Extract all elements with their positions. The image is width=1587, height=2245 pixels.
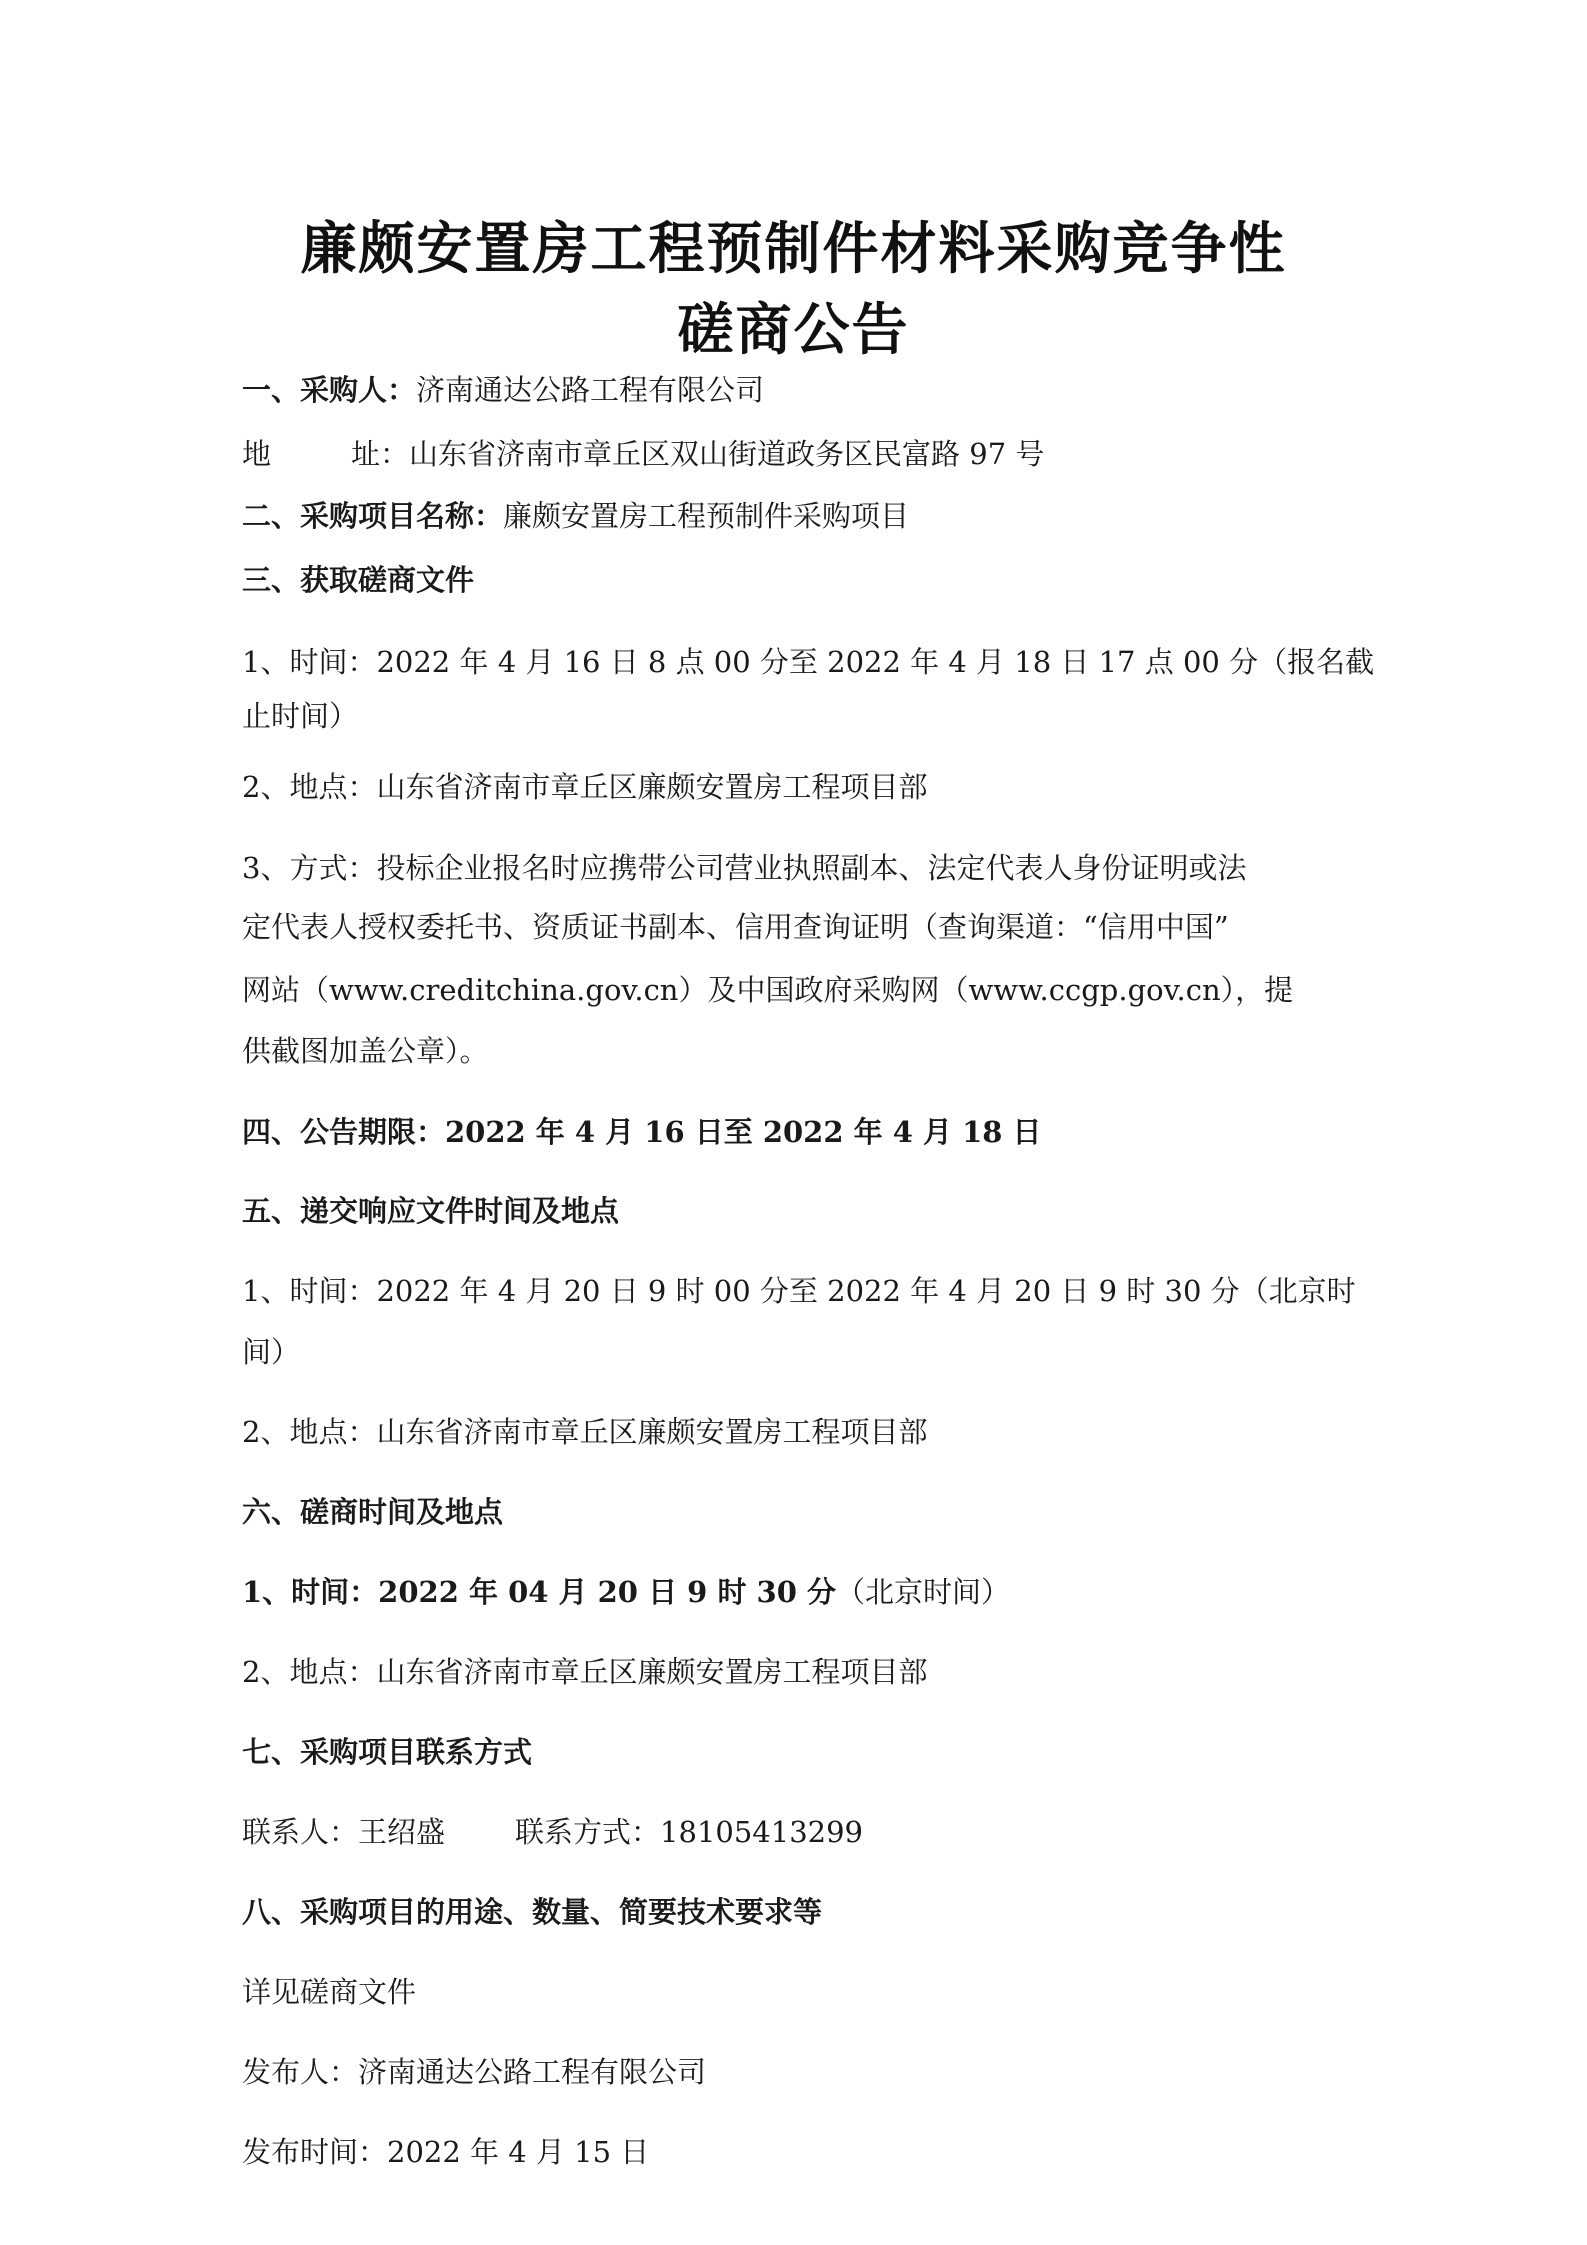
publish-date-value: 2022 年 4 月 15 日 [387, 2135, 650, 2169]
obtain-method-line-4: 供截图加盖公章）。 [242, 1034, 489, 1068]
contact-person-value: 王绍盛 [358, 1815, 446, 1849]
contact-phone-label: 联系方式： [515, 1815, 661, 1849]
purchaser-value: 济南通达公路工程有限公司 [416, 373, 765, 407]
address-label-2: 址： [351, 437, 410, 471]
project-name-value: 廉颇安置房工程预制件采购项目 [503, 499, 910, 533]
submission-heading: 五、递交响应文件时间及地点 [242, 1194, 620, 1228]
document-title-line-1: 廉颇安置房工程预制件材料采购竞争性 [300, 217, 1287, 282]
submission-time-line-1: 1、时间：2022 年 4 月 20 日 9 时 00 分至 2022 年 4 月 20 日 9 时 30 分（北京时 [242, 1274, 1356, 1308]
consultation-place-line: 2、地点：山东省济南市章丘区廉颇安置房工程项目部 [242, 1655, 928, 1689]
obtain-method-line-3: 网站（www.creditchina.gov.cn）及中国政府采购网（www.ccgp.gov.cn），提 [242, 973, 1294, 1007]
obtain-place-line: 2、地点：山东省济南市章丘区廉颇安置房工程项目部 [242, 770, 928, 804]
submission-place-line: 2、地点：山东省济南市章丘区廉颇安置房工程项目部 [242, 1415, 928, 1449]
address-value: 山东省济南市章丘区双山街道政务区民富路 97 号 [409, 437, 1045, 471]
notice-period-line: 四、公告期限：2022 年 4 月 16 日至 2022 年 4 月 18 日 [242, 1115, 1042, 1149]
obtain-docs-heading: 三、获取磋商文件 [242, 563, 475, 597]
submission-time-line-2: 间） [242, 1335, 301, 1369]
obtain-method-line-1: 3、方式：投标企业报名时应携带公司营业执照副本、法定代表人身份证明或法 [242, 851, 1247, 885]
consultation-time-line [242, 1576, 1352, 1608]
contact-heading: 七、采购项目联系方式 [242, 1735, 533, 1769]
project-name-label: 二、采购项目名称： [242, 499, 504, 533]
consultation-time-bold: 1、时间：2022 年 04 月 20 日 9 时 30 分 [242, 1575, 837, 1609]
contact-phone-value: 18105413299 [660, 1815, 864, 1849]
obtain-method-line-2: 定代表人授权委托书、资质证书副本、信用查询证明（查询渠道：“信用中国” [242, 910, 1229, 944]
obtain-time-line-2: 止时间） [242, 699, 359, 733]
purchaser-line [242, 374, 1352, 406]
publish-date-label: 发布时间： [242, 2135, 388, 2169]
publisher-line [242, 2056, 1352, 2088]
publisher-label: 发布人： [242, 2055, 359, 2089]
contact-line [242, 1816, 1352, 1848]
purchaser-label: 一、采购人： [242, 373, 417, 407]
publisher-value: 济南通达公路工程有限公司 [358, 2055, 707, 2089]
requirements-text: 详见磋商文件 [242, 1975, 417, 2009]
publish-date-line [242, 2136, 1352, 2168]
address-label-1: 地 [242, 437, 272, 471]
consultation-time-suffix: （北京时间） [836, 1575, 1011, 1609]
requirements-heading: 八、采购项目的用途、数量、简要技术要求等 [242, 1895, 823, 1929]
consultation-heading: 六、磋商时间及地点 [242, 1495, 504, 1529]
address-line [242, 438, 1352, 470]
project-name-line [242, 500, 1352, 532]
document-title-line-2: 磋商公告 [677, 298, 910, 363]
obtain-time-line-1: 1、时间：2022 年 4 月 16 日 8 点 00 分至 2022 年 4 月 18 日 17 点 00 分（报名截 [242, 645, 1375, 679]
contact-person-label: 联系人： [242, 1815, 359, 1849]
